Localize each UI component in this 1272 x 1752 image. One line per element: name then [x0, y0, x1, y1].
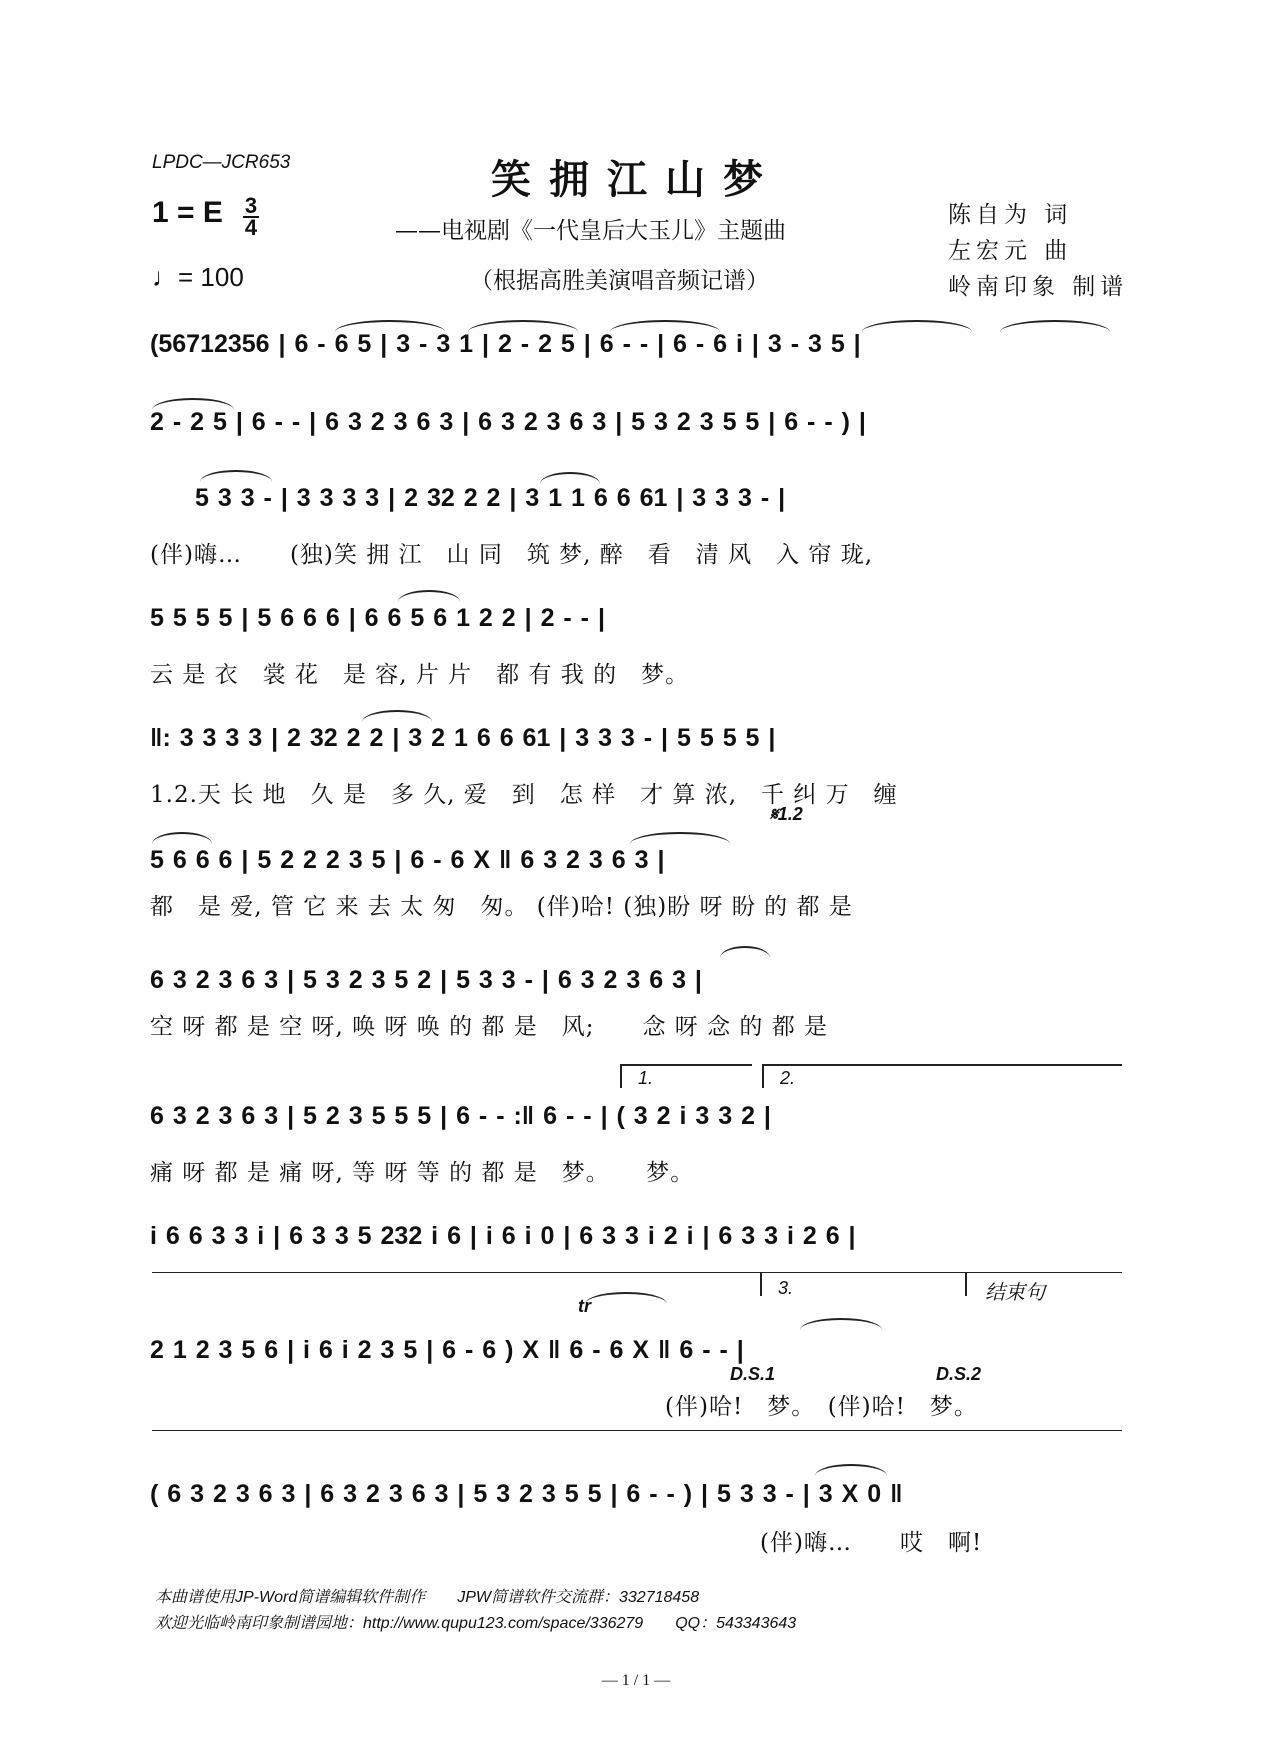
system-3-lyrics: (伴)嗨… (独)笑 拥 江 山 同 筑 梦, 醉 看 清 风 入 帘 珑, [150, 542, 874, 568]
volta-bracket-2 [762, 1064, 1122, 1066]
slur [152, 832, 212, 844]
ending-2-label: 2. [780, 1068, 796, 1088]
system-4-notes: 5 5 5 5 | 5 6 6 6 | 6 6 5 6 1 2 2 | 2 - - | [150, 604, 605, 632]
system-5-lyrics: 1.2.天 长 地 久 是 多 久, 爱 到 怎 样 才 算 浓, 千 纠 万 缠 [150, 782, 898, 808]
system-11-notes: ( 6 3 2 3 6 3 | 6 3 2 3 6 3 | 5 3 2 3 5 5 | 6 - - ) | 5 3 3 - | 3 X 0 ‖ [150, 1480, 903, 1508]
system-6-lyrics: 都 是 爱, 管 它 来 去 太 匆 匆。 (伴)哈! (独)盼 呀 盼 的 都 是 [150, 894, 853, 920]
system-7-lyrics: 空 呀 都 是 空 呀, 唤 呀 唤 的 都 是 风; 念 呀 念 的 都 是 [150, 1014, 829, 1040]
slur [1000, 320, 1110, 332]
slur [630, 832, 730, 844]
volta-bracket-1 [620, 1064, 752, 1066]
page-number: — 1 / 1 — [601, 1672, 671, 1689]
time-bottom: 4 [244, 215, 258, 240]
footer-line-2: 欢迎光临岭南印象制谱园地：http://www.qupu123.com/space/336279 QQ：543343643 [155, 1615, 797, 1632]
ending-1-label: 1. [638, 1068, 654, 1088]
footer-line-1: 本曲谱使用JP-Word简谱编辑软件制作 JPW简谱软件交流群：332718458 [155, 1589, 700, 1606]
composer-credit: 左宏元 曲 [948, 238, 1073, 264]
bracket-line [152, 1430, 1122, 1431]
tempo-marking: ♩= 100 [152, 262, 244, 292]
score-code: LPDC—JCR653 [152, 152, 291, 173]
slur [815, 1464, 887, 1476]
slur [862, 320, 972, 332]
key-signature: 1 = E [152, 196, 223, 229]
system-7-notes: 6 3 2 3 6 3 | 5 3 2 3 5 2 | 5 3 3 - | 6 3 2 3 6 3 | [150, 966, 702, 994]
slur [610, 320, 720, 332]
volta-bracket-2-edge [762, 1064, 764, 1088]
slur [468, 320, 578, 332]
time-top: 3 [244, 193, 258, 218]
bracket-line [152, 1272, 1122, 1273]
slur [398, 590, 460, 602]
slur [335, 320, 445, 332]
system-3-notes: 5 3 3 - | 3 3 3 3 | 2 32 2 2 | 3 1 1 6 6 61 | 3 3 3 - | [195, 484, 786, 512]
song-title: 笑拥江山梦 [491, 156, 781, 203]
ds2-mark: D.S.2 [936, 1364, 982, 1384]
subtitle: ——电视剧《一代皇后大玉儿》主题曲 [395, 218, 786, 244]
slur [362, 710, 432, 722]
slur [152, 398, 234, 410]
system-11-lyrics: (伴)嗨… 哎 啊! [760, 1530, 983, 1556]
slur [800, 1318, 882, 1330]
source-note: （根据高胜美演唱音频记谱） [470, 268, 769, 294]
system-8-notes: 6 3 2 3 6 3 | 5 2 3 5 5 5 | 6 - - :‖ 6 - - | ( 3 2 i 3 3 2 | [150, 1102, 771, 1130]
coda-label: 结束句 [985, 1280, 1045, 1304]
engraver-credit: 岭南印象 制谱 [948, 274, 1129, 300]
segno-mark: 𝄋1.2 [770, 804, 803, 824]
lyricist-credit: 陈自为 词 [948, 202, 1073, 228]
ds1-mark: D.S.1 [730, 1364, 776, 1384]
system-8-lyrics: 痛 呀 都 是 痛 呀, 等 呀 等 的 都 是 梦。 梦。 [150, 1160, 695, 1186]
system-4-lyrics: 云 是 衣 裳 花 是 容, 片 片 都 有 我 的 梦。 [150, 662, 690, 688]
system-10-lyrics: (伴)哈! 梦。 (伴)哈! 梦。 [665, 1394, 978, 1420]
system-5-notes: ‖: 3 3 3 3 | 2 32 2 2 | 3 2 1 6 6 61 | 3 3 3 - | 5 5 5 5 | [150, 724, 776, 752]
slur [540, 472, 600, 484]
coda-bracket-edge [965, 1272, 967, 1296]
ending-3-label: 3. [778, 1278, 794, 1298]
slur [585, 1292, 667, 1304]
trill-mark: tr [578, 1296, 591, 1316]
volta-bracket-3-edge [760, 1272, 762, 1296]
system-10-notes: 2 1 2 3 5 6 | i 6 i 2 3 5 | 6 - 6 ) X ‖ 6 - 6 X ‖ 6 - - | [150, 1336, 744, 1364]
time-signature [243, 193, 259, 240]
volta-bracket-1-edge [620, 1064, 622, 1088]
slur [720, 946, 770, 958]
slur [200, 470, 272, 482]
system-9-notes: i 6 6 3 3 i | 6 3 3 5 232 i 6 | i 6 i 0 | 6 3 3 i 2 i | 6 3 3 i 2 6 | [150, 1222, 856, 1250]
system-2-notes: 2 - 2 5 | 6 - - | 6 3 2 3 6 3 | 6 3 2 3 6 3 | 5 3 2 3 5 5 | 6 - - ) | [150, 408, 866, 436]
system-6-notes: 5 6 6 6 | 5 2 2 2 3 5 | 6 - 6 X ‖ 6 3 2 3 6 3 | [150, 846, 665, 874]
system-1-notes: (56712356 | 6 - 6 5 | 3 - 3 1 | 2 - 2 5 | 6 - - | 6 - 6 i | 3 - 3 5 | [150, 330, 861, 358]
